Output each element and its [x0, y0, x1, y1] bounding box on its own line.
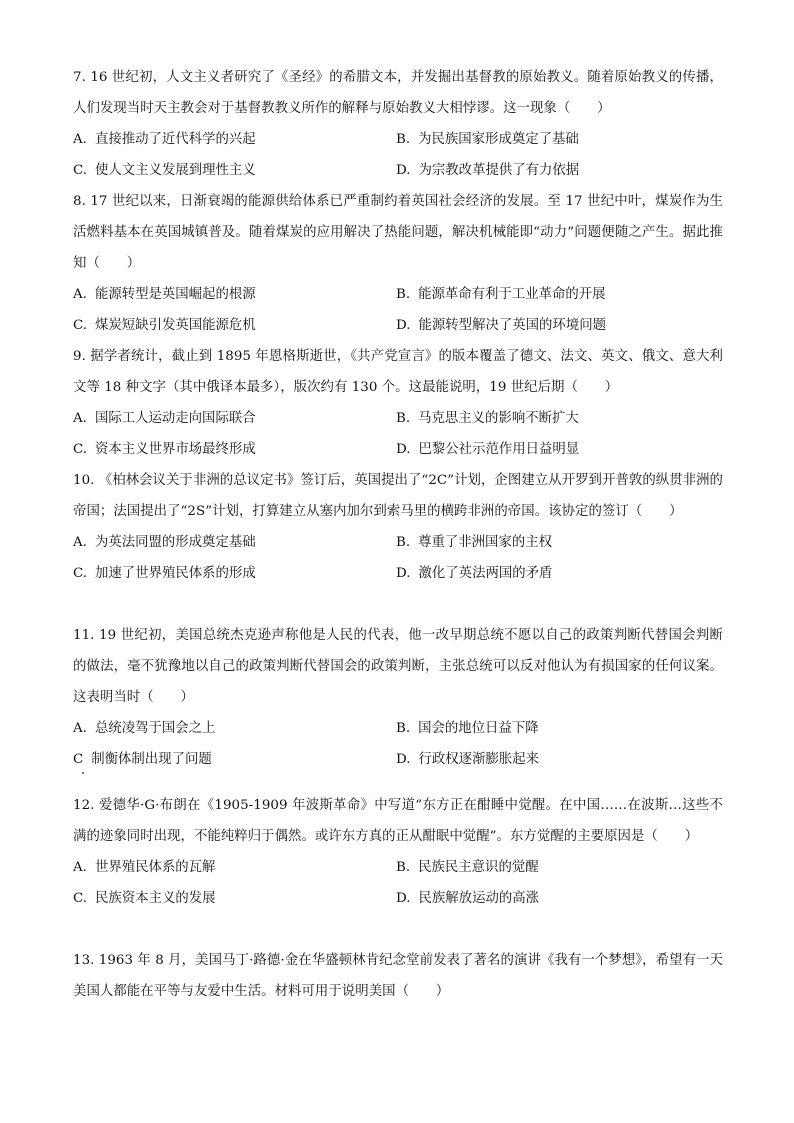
option-letter: B.: [396, 411, 411, 426]
option-a[interactable]: [73, 713, 215, 744]
option-c[interactable]: [73, 310, 256, 341]
option-text: 为英法同盟的形成奠定基础: [94, 535, 256, 550]
option-text: 能源转型是英国崛起的根源: [94, 287, 256, 302]
option-letter: D.: [396, 752, 411, 767]
option-text: 加速了世界殖民体系的形成: [95, 566, 256, 581]
question-8: [73, 186, 723, 341]
options: [73, 713, 723, 775]
question-stem: 7. 16 世纪初，人文主义者研究了《圣经》的希腊文本，并发掘出基督教的原始教义。随着原始教义的传播，人们发现当时天主教会对于基督教教义所作的解释与原始教义大相悖谬。这一现象（ ）: [73, 70, 723, 116]
question-10: [73, 465, 723, 589]
option-a[interactable]: [73, 279, 256, 310]
option-text: 行政权逐渐膨胀起来: [418, 752, 540, 767]
option-text: 直接推动了近代科学的兴起: [94, 132, 256, 147]
option-text: 能源转型解决了英国的环境问题: [418, 318, 606, 333]
option-letter: A.: [73, 411, 87, 426]
question-13: [73, 945, 723, 1007]
option-c[interactable]: [73, 558, 256, 589]
option-b[interactable]: [396, 852, 539, 883]
options: [73, 852, 723, 914]
option-text: 巴黎公社示范作用日益明显: [418, 442, 580, 457]
option-letter: A.: [73, 132, 87, 147]
option-text: 能源革命有利于工业革命的开展: [418, 287, 606, 302]
option-letter: A.: [73, 287, 87, 302]
option-letter: A.: [73, 721, 87, 736]
option-a[interactable]: [73, 852, 215, 883]
option-letter: D.: [396, 442, 411, 457]
option-text: 尊重了非洲国家的主权: [418, 535, 553, 550]
option-c[interactable]: [73, 155, 256, 186]
option-letter: B.: [396, 535, 411, 550]
question-stem: 11. 19 世纪初，美国总统杰克逊声称他是人民的代表，他一改早期总统不愿以自己的政策判断代替国会判断的做法，毫不犹豫地以自己的政策判断代替国会的政策判断，主张总统可以反对他认为有损国家的任何议案。这表明当时（ ）: [73, 628, 723, 705]
question-9: [73, 341, 723, 465]
option-letter: C.: [73, 318, 88, 333]
option-letter: C.: [73, 891, 88, 906]
option-d[interactable]: [396, 558, 552, 589]
option-text: 激化了英法两国的矛盾: [418, 566, 553, 581]
options: [73, 527, 723, 589]
option-d[interactable]: [396, 744, 539, 775]
option-text: 为宗教改革提供了有力依据: [418, 163, 580, 178]
option-text: 为民族国家形成奠定了基础: [418, 132, 579, 147]
option-text: 国会的地位日益下降: [418, 721, 539, 736]
option-b[interactable]: [396, 279, 606, 310]
question-12: [73, 790, 723, 914]
option-letter: A.: [73, 535, 87, 550]
option-text: 制衡体制出现了问题: [91, 752, 212, 767]
option-letter: B.: [396, 287, 411, 302]
option-text: 民族解放运动的高涨: [418, 891, 540, 906]
option-text: 马克思主义的影响不断扩大: [418, 411, 579, 426]
option-text: 使人文主义发展到理性主义: [95, 163, 256, 178]
option-d[interactable]: [396, 155, 579, 186]
option-c[interactable]: [73, 744, 212, 775]
option-letter: C.: [73, 566, 88, 581]
option-letter: D.: [396, 891, 411, 906]
option-a[interactable]: [73, 403, 256, 434]
option-letter: D.: [396, 163, 411, 178]
option-b[interactable]: [396, 124, 579, 155]
question-7: [73, 62, 723, 186]
option-text: 资本主义世界市场最终形成: [95, 442, 256, 457]
question-stem: 10. 《柏林会议关于非洲的总议定书》签订后，英国提出了“2C”计划，企图建立从开罗到开普敦的纵贯非洲的帝国；法国提出了“2S”计划，打算建立从塞内加尔到索马里的横跨非洲的帝国。该协定的签订（ ）: [73, 473, 723, 519]
option-d[interactable]: [396, 310, 606, 341]
option-letter: B.: [396, 721, 411, 736]
option-letter: B.: [396, 132, 411, 147]
option-letter: C: [73, 752, 84, 767]
option-c[interactable]: [73, 434, 256, 465]
option-text: 世界殖民体系的瓦解: [94, 860, 216, 875]
option-a[interactable]: [73, 527, 256, 558]
options: [73, 124, 723, 186]
question-stem: 8. 17 世纪以来，日渐衰竭的能源供给体系已严重制约着英国社会经济的发展。至 17 世纪中叶，煤炭作为生活燃料基本在英国城镇普及。随着煤炭的应用解决了热能问题，解决机械能即“动力”问题便随之产生。据此推知（ ）: [73, 194, 723, 271]
option-letter: B.: [396, 860, 411, 875]
question-11: [73, 620, 723, 775]
option-text: 民族资本主义的发展: [95, 891, 216, 906]
option-letter: C.: [73, 163, 88, 178]
option-text: 国际工人运动走向国际联合: [94, 411, 256, 426]
option-letter: A.: [73, 860, 87, 875]
option-c[interactable]: [73, 883, 216, 914]
question-stem: 9. 据学者统计，截止到 1895 年恩格斯逝世，《共产党宣言》的版本覆盖了德文、法文、英文、俄文、意大利文等 18 种文字（其中俄译本最多），版次约有 130 个。这最能说明，19 世纪后期（ ）: [73, 349, 723, 395]
option-letter: C.: [73, 442, 88, 457]
stray-dot: [82, 772, 84, 774]
option-a[interactable]: [73, 124, 256, 155]
option-letter: D.: [396, 318, 411, 333]
option-b[interactable]: [396, 713, 539, 744]
option-b[interactable]: [396, 527, 552, 558]
option-d[interactable]: [396, 883, 539, 914]
options: [73, 279, 723, 341]
question-stem: 13. 1963 年 8 月，美国马丁·路德·金在华盛顿林肯纪念堂前发表了著名的演讲《我有一个梦想》，希望有一天美国人都能在平等与友爱中生活。材料可用于说明美国（ ）: [73, 953, 723, 999]
option-text: 民族民主意识的觉醒: [418, 860, 539, 875]
option-letter: D.: [396, 566, 411, 581]
question-stem: 12. 爱德华·G·布朗在《1905-1909 年波斯革命》中写道“东方正在酣睡中觉醒。在中国……在波斯…这些不满的迹象同时出现，不能纯粹归于偶然。或许东方真的正从酣眠中觉醒”。东方觉醒的主要原因是（ ）: [73, 798, 723, 844]
option-b[interactable]: [396, 403, 579, 434]
options: [73, 403, 723, 465]
option-text: 煤炭短缺引发英国能源危机: [95, 318, 256, 333]
option-d[interactable]: [396, 434, 579, 465]
option-text: 总统凌驾于国会之上: [94, 721, 216, 736]
